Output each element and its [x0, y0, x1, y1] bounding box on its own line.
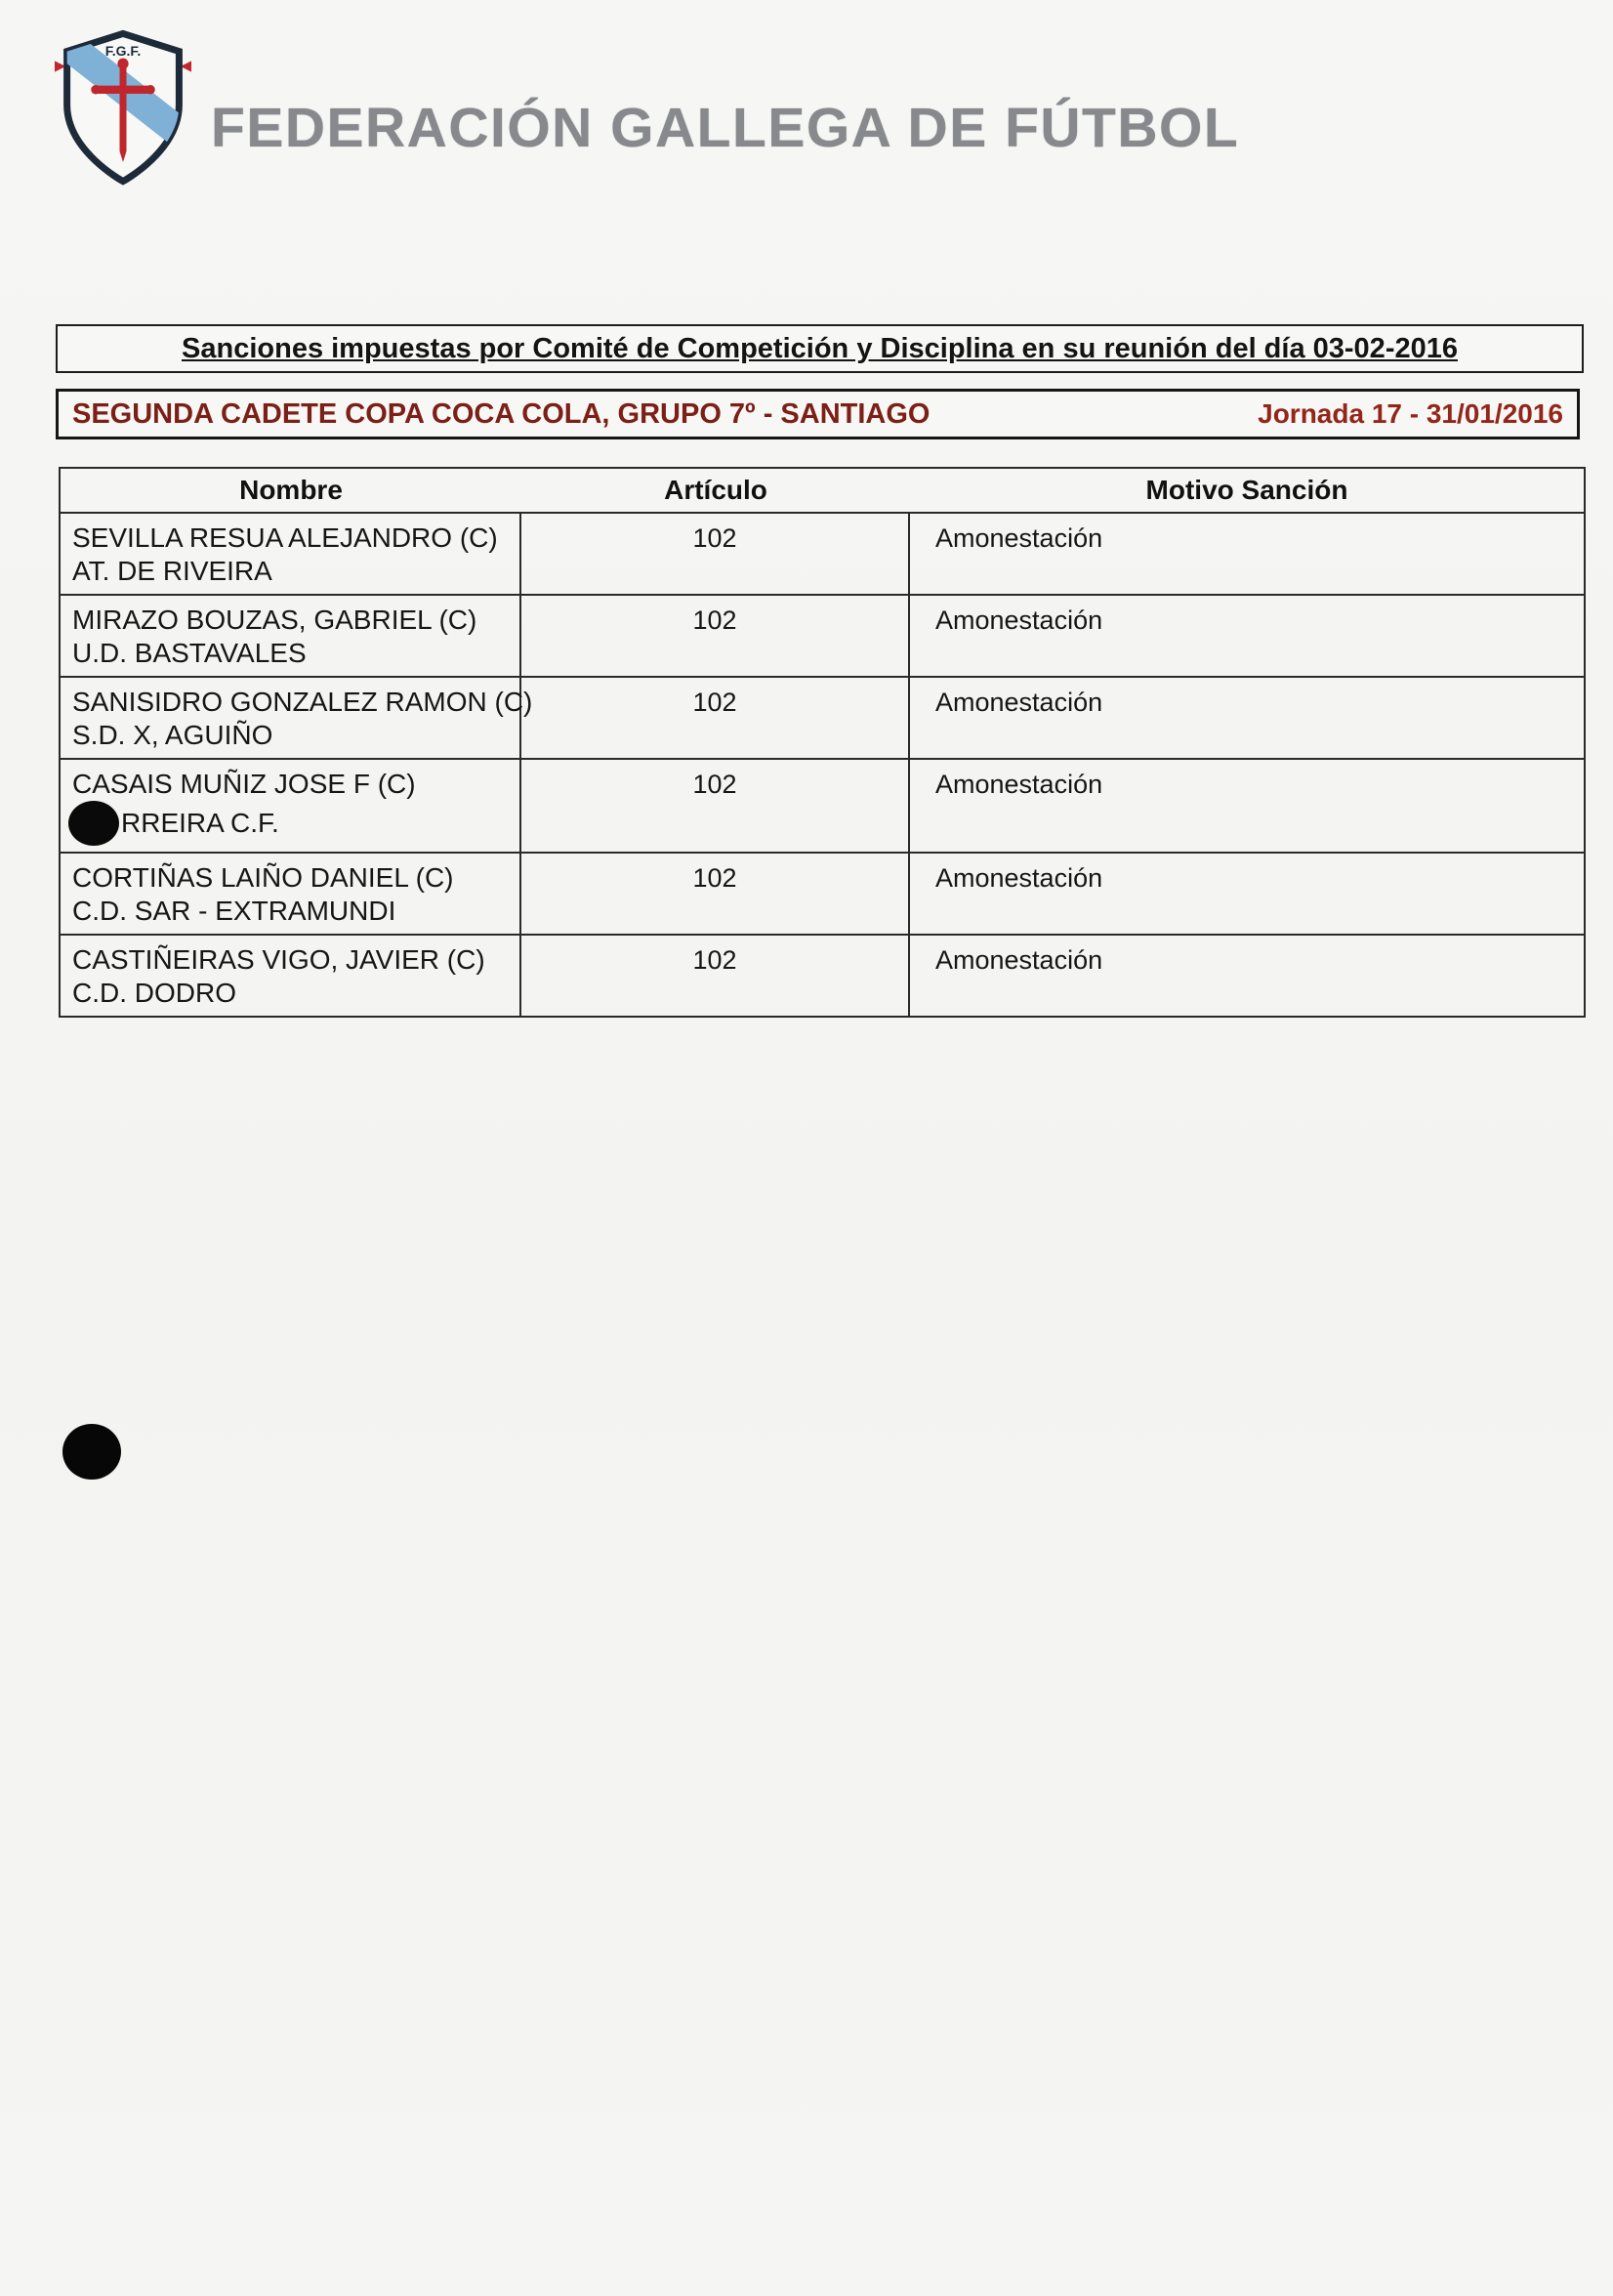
motivo-value: Amonestación	[935, 688, 1103, 717]
articulo-value: 102	[521, 854, 910, 934]
table-row	[61, 760, 1584, 854]
table-body	[61, 514, 1584, 1016]
club-name: AT. DE RIVEIRA	[72, 556, 272, 586]
player-name: CASTIÑEIRAS VIGO, JAVIER (C)	[72, 944, 485, 975]
table-row	[61, 596, 1584, 678]
articulo-value: 102	[521, 596, 910, 676]
fgf-crest-icon	[54, 25, 192, 189]
sanctions-table	[59, 467, 1586, 1018]
motivo-value: Amonestación	[935, 945, 1103, 975]
ink-blot-mark	[68, 801, 119, 846]
sanctions-banner	[56, 324, 1584, 373]
player-name: SEVILLA RESUA ALEJANDRO (C)	[72, 522, 498, 553]
club-name-line	[72, 801, 510, 846]
crest-text: F.G.F.	[104, 42, 142, 59]
competition-banner	[56, 389, 1580, 439]
motivo-value: Amonestación	[935, 523, 1103, 553]
header-motivo-sancion: Motivo Sanción	[1145, 475, 1348, 505]
table-row	[61, 678, 1584, 760]
club-name: C.D. SAR - EXTRAMUNDI	[72, 896, 396, 926]
table-header-row	[61, 469, 1584, 514]
name-cell	[61, 678, 533, 758]
name-cell	[61, 854, 521, 934]
club-name: C.D. DODRO	[72, 978, 236, 1008]
club-name: U.D. BASTAVALES	[72, 638, 307, 668]
name-cell	[61, 936, 521, 1016]
table-row	[61, 514, 1584, 596]
header-articulo: Artículo	[664, 475, 767, 505]
player-name: MIRAZO BOUZAS, GABRIEL (C)	[72, 605, 477, 635]
club-name-line	[72, 637, 510, 670]
club-name: S.D. X, AGUIÑO	[72, 720, 273, 750]
articulo-value: 102	[521, 936, 910, 1016]
fgf-crest-logo	[54, 25, 192, 189]
name-cell	[61, 514, 521, 594]
club-name-line	[72, 895, 510, 928]
player-name: CORTIÑAS LAIÑO DANIEL (C)	[72, 862, 454, 893]
name-cell	[61, 596, 521, 676]
motivo-value: Amonestación	[935, 605, 1103, 635]
articulo-value: 102	[521, 678, 910, 758]
name-cell	[61, 760, 521, 852]
jornada-label: Jornada 17 - 31/01/2016	[1258, 398, 1563, 429]
club-name-line	[72, 719, 510, 752]
motivo-value: Amonestación	[935, 770, 1103, 799]
articulo-value: 102	[521, 514, 910, 594]
club-name: RREIRA C.F.	[121, 808, 279, 838]
table-row	[61, 936, 1584, 1016]
articulo-value: 102	[521, 760, 910, 852]
header-nombre: Nombre	[239, 475, 343, 505]
player-name: CASAIS MUÑIZ JOSE F (C)	[72, 769, 416, 799]
competition-name: SEGUNDA CADETE COPA COCA COLA, GRUPO 7º - SANTIAGO	[72, 397, 931, 430]
hole-punch-mark	[62, 1424, 121, 1480]
table-row	[61, 854, 1584, 936]
motivo-value: Amonestación	[935, 863, 1103, 893]
club-name-line	[72, 977, 510, 1010]
player-name: SANISIDRO GONZALEZ RAMON (C)	[72, 687, 533, 717]
sanctions-banner-text: Sanciones impuestas por Comité de Competición y Disciplina en su reunión del día 03-02-2016	[182, 332, 1458, 364]
org-title: FEDERACIÓN GALLEGA DE FÚTBOL	[211, 97, 1240, 159]
club-name-line	[72, 555, 510, 588]
